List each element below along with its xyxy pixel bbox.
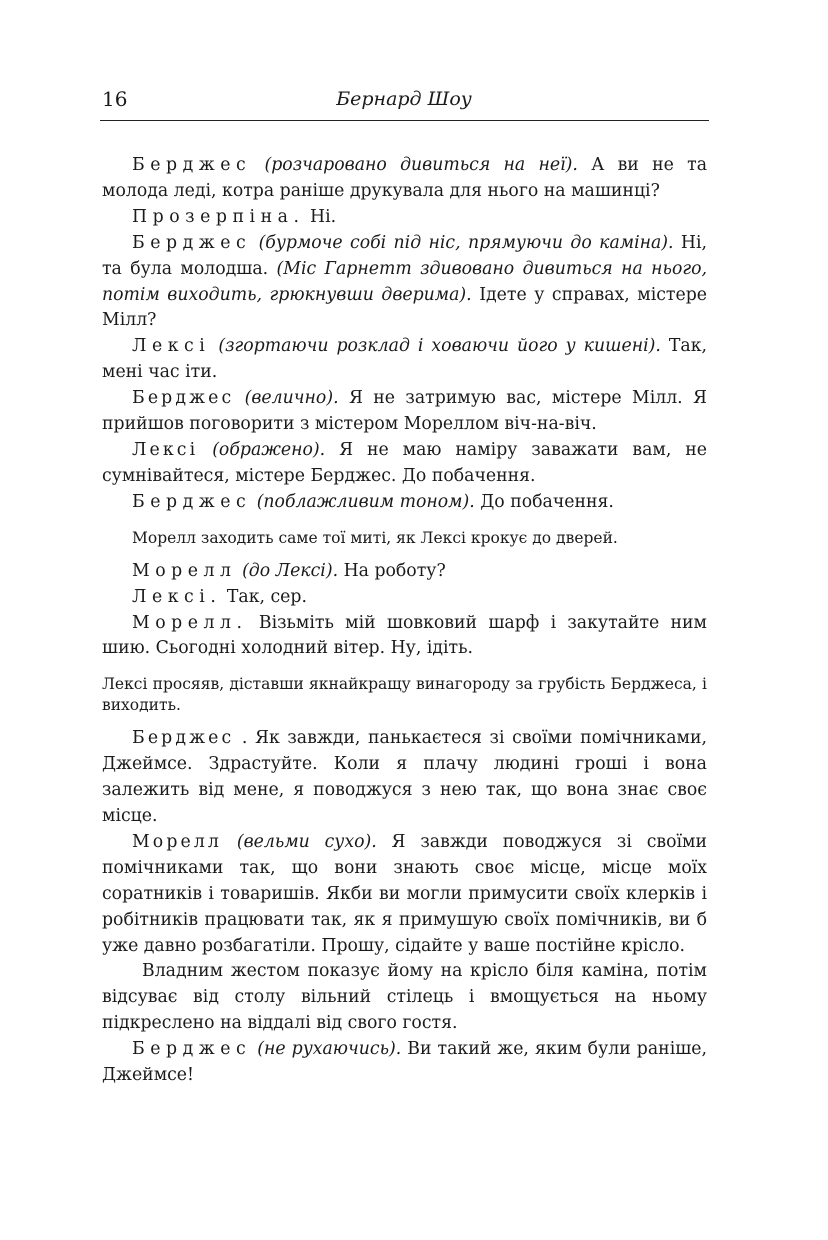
stage-direction: (ображено). xyxy=(212,439,326,460)
dialogue-text: А ви не та молода леді, котра раніше друкувала для нього на машинці? xyxy=(102,155,708,201)
stage-direction: (вельми сухо). xyxy=(236,831,377,852)
stage-direction: (бурмоче собі під ніс, прямуючи до каміна). xyxy=(258,232,674,253)
speaker-name: Берджес xyxy=(132,155,252,175)
header-rule xyxy=(100,120,709,121)
speaker-name: Морелл. xyxy=(132,612,248,633)
dialogue-text: На роботу? xyxy=(338,560,446,581)
running-title: Бернард Шоу xyxy=(336,88,472,110)
dialogue-text: . Як завжди, панькаєтеся зі своїми помічниками, Джеймсе. Здрастуйте. Коли я плачу людині гроші і вона залежить від мене, я поводжуся з нею так, що вона знає своє місце. xyxy=(102,728,707,827)
dialogue-paragraph xyxy=(102,231,707,335)
speaker-name: Лексі xyxy=(132,336,211,357)
speaker-name: Берджес xyxy=(132,1039,252,1060)
dialogue-paragraph xyxy=(102,490,707,516)
stage-direction: (поблажливим тоном). xyxy=(256,491,475,512)
dialogue-paragraph xyxy=(102,559,707,585)
stage-direction-paragraph: Владним жестом показує йому на крісло біля каміна, потім відсуває від столу вільний стілець і вмощується на ньому підкреслено на віддалі від свого гостя. xyxy=(102,961,707,1034)
dialogue-paragraph xyxy=(102,334,707,386)
speaker-name: Морелл xyxy=(132,831,223,852)
dialogue-text: Ви такий же, яким були раніше, Джеймсе! xyxy=(102,1039,708,1086)
dialogue-paragraph xyxy=(102,386,707,438)
stage-direction: (до Лексі). xyxy=(242,560,339,581)
stage-direction: (Міс Гарнетт здивовано дивиться на нього, потім виходить, грюкнувши дверима). xyxy=(102,258,707,305)
dialogue-paragraph xyxy=(102,830,707,960)
page-number: 16 xyxy=(102,87,128,111)
dialogue-text: Я завжди поводжуся зі своїми помічниками так, що вони знають своє місце, місце моїх соратників і товаришів. Якби ви могли примусити своїх клерків і робітників працювати так, як я примушую своїх помічників, ви б уже давно розбагатіли. Прошу, сідайте у ваше постійне крісло. xyxy=(102,831,707,956)
page-body xyxy=(102,153,707,1089)
dialogue-text: Візьміть мій шовковий шарф і закутайте ним шию. Сьогодні холодний вітер. Ну, ідіть. xyxy=(102,612,707,659)
speaker-name: Берджес xyxy=(132,388,235,409)
dialogue-text: Ні, та була молодша. xyxy=(102,232,707,279)
dialogue-paragraph xyxy=(102,205,707,231)
dialogue-paragraph xyxy=(102,1037,707,1089)
stage-direction: (згортаючи розклад і ховаючи його у кишені). xyxy=(218,336,661,357)
dialogue-paragraph xyxy=(102,585,707,611)
speaker-name: Берджес xyxy=(132,491,252,512)
stage-direction: (не рухаючись). xyxy=(257,1039,402,1060)
speaker-name: Лексі xyxy=(132,439,199,460)
dialogue-paragraph xyxy=(102,611,707,663)
dialogue-text: Ні. xyxy=(304,206,337,227)
speaker-name: Морелл xyxy=(132,560,237,581)
dialogue-text: Я не затримую вас, містере Мілл. Я прийшов поговорити з містером Мореллом віч-на-віч. xyxy=(102,388,708,435)
stage-direction: (велично). xyxy=(244,388,339,409)
dialogue-paragraph xyxy=(102,726,707,830)
stage-direction-block: Морелл заходить саме тої миті, як Лексі крокує до дверей. xyxy=(132,528,618,547)
stage-direction: (розчаровано дивиться на неї). xyxy=(264,155,578,175)
dialogue-text: До побачення. xyxy=(474,491,614,512)
speaker-name: Прозерпіна. xyxy=(132,206,305,227)
dialogue-text: Ідете у справах, містере Мілл? xyxy=(102,284,707,331)
dialogue-text: Так, сер. xyxy=(221,586,307,607)
dialogue-text: Так, мені час іти. xyxy=(102,336,707,383)
dialogue-paragraph xyxy=(102,153,707,205)
dialogue-paragraph xyxy=(102,438,707,490)
speaker-name: Берджес xyxy=(132,232,252,253)
dialogue-text: Я не маю наміру заважати вам, не сумнівайтеся, містере Берджес. До побачення. xyxy=(102,439,708,486)
speaker-name: Лексі. xyxy=(132,586,222,607)
stage-direction-block: Лексі просяяв, діставши якнайкращу винагороду за грубість Берджеса, і виходить. xyxy=(102,675,707,715)
speaker-name: Берджес xyxy=(132,728,235,749)
